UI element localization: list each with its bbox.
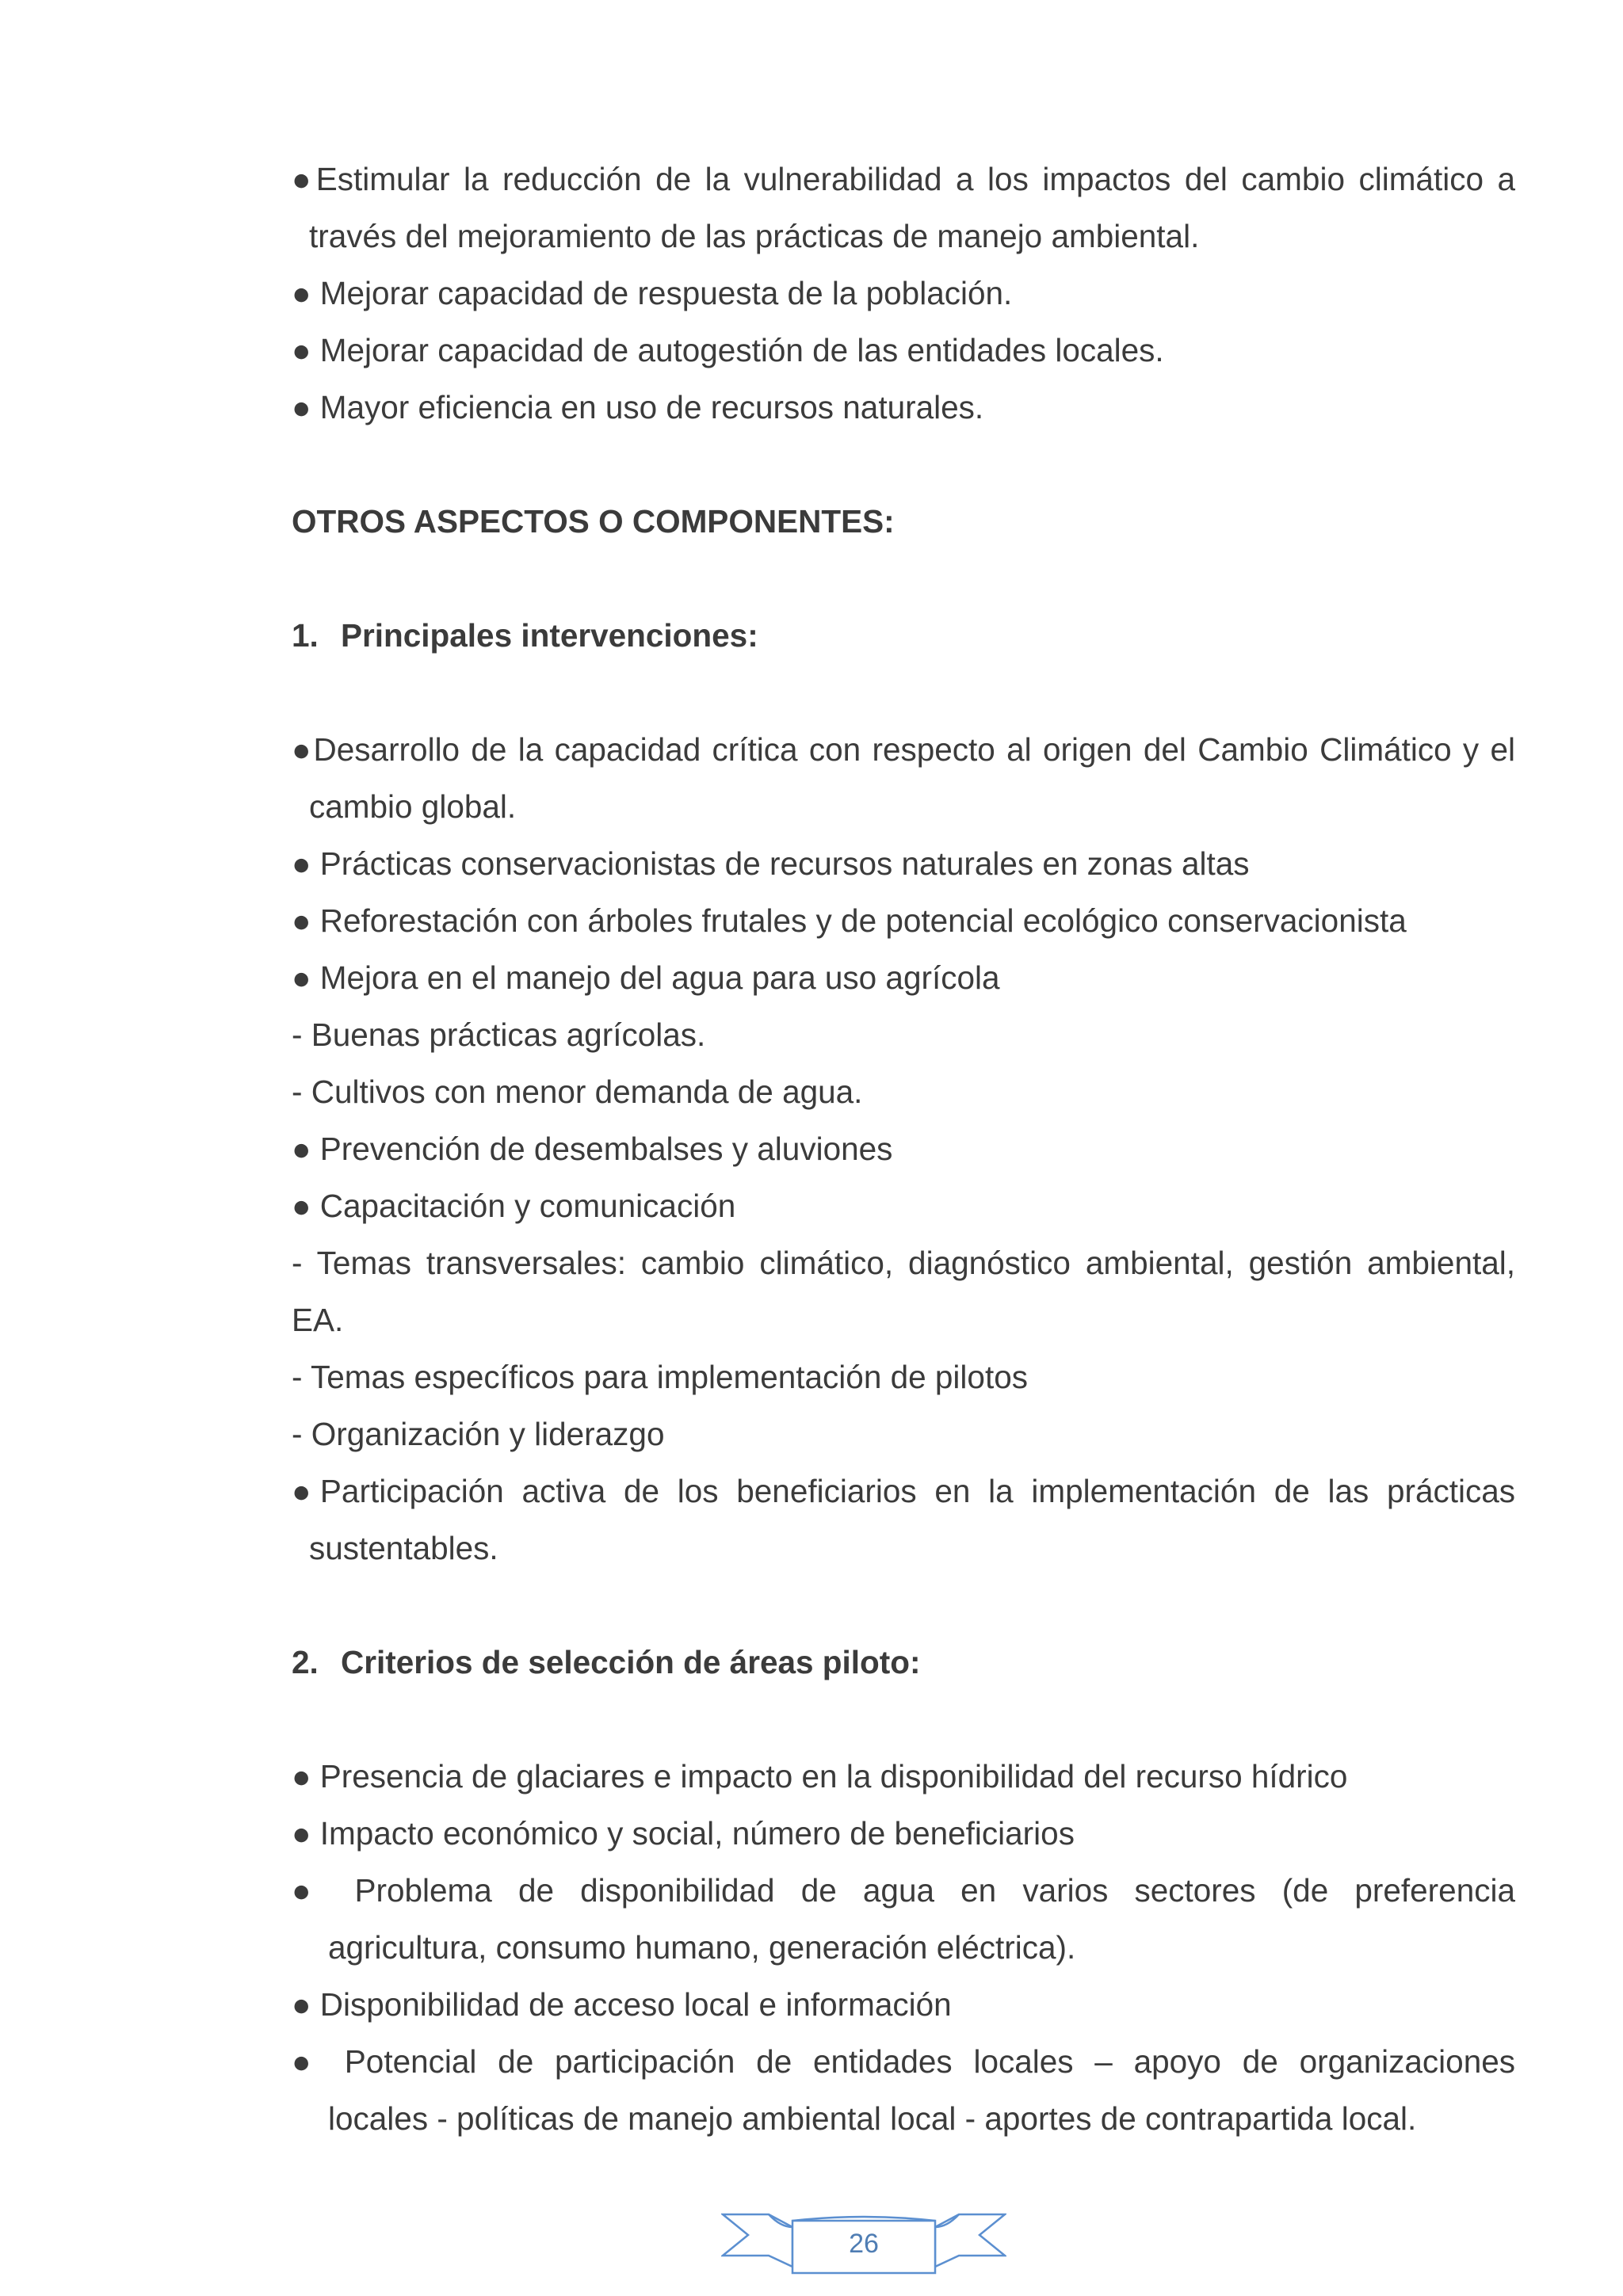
list-item: ● Disponibilidad de acceso local e información	[292, 1986, 952, 2023]
page-footer	[721, 2199, 1006, 2278]
document-body	[292, 151, 1515, 2147]
list-item: - Temas transversales: cambio climático, diagnóstico ambiental, gestión ambiental,	[292, 1245, 1515, 1281]
list-item: ● Problema de disponibilidad de agua en varios sectores (de preferencia	[292, 1872, 1515, 1909]
list-item: - Temas específicos para implementación de pilotos	[292, 1359, 1028, 1395]
section1-heading	[292, 607, 1515, 664]
list-item: - Organización y liderazgo	[292, 1416, 665, 1452]
list-item: cambio global.	[309, 788, 517, 825]
section1-title: Principales intervenciones:	[341, 617, 758, 654]
bullet-text-line: través del mejoramiento de las prácticas de manejo ambiental.	[309, 218, 1200, 254]
list-item: locales - políticas de manejo ambiental local - aportes de contrapartida local.	[328, 2100, 1417, 2137]
page-number: 26	[849, 2229, 879, 2259]
list-item: ● Presencia de glaciares e impacto en la disponibilidad del recurso hídrico	[292, 1758, 1348, 1794]
list-item: ● Prevención de desembalses y aluviones	[292, 1131, 893, 1167]
section2-number: 2.	[292, 1644, 319, 1680]
intro-bullet-list	[292, 151, 1515, 436]
section2-title: Criterios de selección de áreas piloto:	[341, 1644, 921, 1680]
list-item: - Cultivos con menor demanda de agua.	[292, 1074, 863, 1110]
section2-heading	[292, 1634, 1515, 1691]
bullet-text-line: ● Mejorar capacidad de autogestión de las entidades locales.	[292, 332, 1164, 368]
list-item: ● Capacitación y comunicación	[292, 1188, 736, 1224]
list-item: ●Desarrollo de la capacidad crítica con respecto al origen del Cambio Climático y el	[292, 731, 1515, 768]
bullet-text-line: ● Mejorar capacidad de respuesta de la población.	[292, 275, 1013, 311]
list-item: ● Prácticas conservacionistas de recursos naturales en zonas altas	[292, 845, 1250, 882]
bullet-text-line: ●Estimular la reducción de la vulnerabilidad a los impactos del cambio climático a	[292, 161, 1515, 197]
list-item: ●Participación activa de los beneficiarios en la implementación de las prácticas	[292, 1473, 1515, 1509]
list-item: ● Mejora en el manejo del agua para uso agrícola	[292, 959, 1000, 996]
section-title: OTROS ASPECTOS O COMPONENTES:	[292, 503, 895, 540]
list-item: ● Reforestación con árboles frutales y de potencial ecológico conservacionista	[292, 902, 1407, 939]
list-item: EA.	[292, 1302, 344, 1338]
section1-number: 1.	[292, 617, 319, 654]
list-item: agricultura, consumo humano, generación eléctrica).	[328, 1929, 1076, 1966]
list-item: - Buenas prácticas agrícolas.	[292, 1016, 706, 1053]
list-item: sustentables.	[309, 1530, 498, 1566]
bullet-text-line: ● Mayor eficiencia en uso de recursos naturales.	[292, 389, 984, 425]
section2-item-list	[292, 1748, 1515, 2147]
list-item: ● Potencial de participación de entidades locales – apoyo de organizaciones	[292, 2043, 1515, 2080]
section1-item-list	[292, 721, 1515, 1577]
list-item: ● Impacto económico y social, número de beneficiarios	[292, 1815, 1075, 1852]
